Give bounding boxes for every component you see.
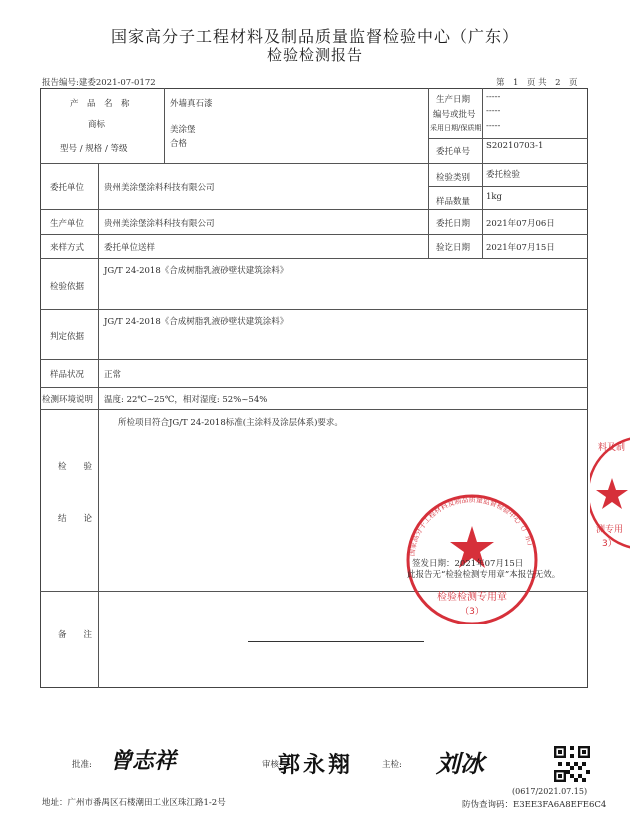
row-divider: [40, 359, 588, 360]
brand-value: 美涂堡: [170, 125, 196, 135]
env-value: 温度: 22℃~25℃，相对湿度: 52%~54%: [104, 395, 268, 405]
delivery-label: 来样方式: [50, 243, 85, 253]
test-type-value: 委托检验: [486, 170, 521, 180]
client-value: 贵州美涂堡涂料科技有限公司: [104, 183, 215, 193]
conclusion-text: 所检项目符合JG/T 24-2018标准(主涂料及涂层体系)要求。: [118, 418, 343, 428]
sample-state-label: 样品状况: [50, 370, 85, 380]
col-divider: [164, 88, 165, 163]
conclusion-label: 结 论: [58, 514, 93, 524]
row-divider: [428, 186, 588, 187]
env-label: 检测环境说明: [42, 395, 94, 405]
row-divider: [40, 409, 588, 410]
report-subtitle: 检验检测报告: [266, 46, 363, 64]
report-title: 国家高分子工程材料及制品质量监督检验中心（广东）: [110, 27, 519, 46]
main-label: 主检:: [382, 760, 402, 770]
model-value: 合格: [170, 139, 188, 149]
svg-text:检验检测专用章: 检验检测专用章: [437, 592, 507, 603]
sample-state-value: 正常: [104, 370, 122, 380]
row-divider: [40, 163, 588, 164]
svg-text:3）: 3）: [602, 539, 617, 549]
producer-value: 贵州美涂堡涂料科技有限公司: [104, 219, 215, 229]
basis-label: 检验依据: [50, 282, 85, 292]
producer-label: 生产单位: [50, 219, 85, 229]
partial-seal: [590, 432, 630, 554]
official-seal: [398, 488, 546, 624]
serial-label: 编号或批号: [433, 110, 476, 120]
test-type-label: 检验类别: [436, 173, 471, 183]
sample-qty-label: 样品数量: [436, 197, 471, 207]
antifake-code: 防伪查询码：E3EE3FA6A8EFE6C4: [462, 800, 607, 810]
remarks-label: 备 注: [58, 630, 93, 640]
main-signature: 刘冰: [436, 749, 484, 778]
judge-label: 判定依据: [50, 332, 85, 342]
review-label: 审核:: [262, 760, 282, 770]
order-date-label: 委托日期: [436, 219, 471, 229]
col-divider: [98, 591, 99, 688]
production-date-value: -----: [486, 92, 501, 102]
review-signature: 郭永翔: [278, 752, 354, 778]
sample-qty-value: 1kg: [486, 192, 502, 202]
row-divider: [428, 138, 588, 139]
basis-value: JG/T 24-2018《合成树脂乳液砂壁状建筑涂料》: [104, 266, 289, 276]
footer-version: (0617/2021.07.15): [512, 787, 588, 796]
product-name-label: 产 品 名 称: [70, 99, 130, 109]
row-divider: [40, 387, 588, 388]
order-no-value: S20210703-1: [486, 141, 544, 151]
product-name-value: 外墙真石漆: [170, 99, 213, 109]
shelf-label: 采用日期/保质期: [430, 124, 482, 132]
svg-text:国家高分子工程材料及制品质量监督检验中心（广东）: 国家高分子工程材料及制品质量监督检验中心（广东）: [408, 495, 536, 557]
svg-text:测专用: 测专用: [596, 525, 624, 535]
approve-label: 批准:: [72, 760, 92, 770]
svg-text:料及制: 料及制: [598, 443, 626, 453]
col-divider: [98, 163, 99, 591]
sign-date-label: 验讫日期: [436, 243, 471, 253]
report-number: 报告编号:建委2021-07-0172: [42, 78, 156, 88]
brand-label: 商标: [88, 120, 106, 130]
stamp-note: 此报告无“检验检测专用章”本报告无效。: [407, 570, 561, 580]
svg-text:（3）: （3）: [460, 607, 484, 617]
order-date-value: 2021年07月06日: [486, 219, 555, 229]
order-no-label: 委托单号: [436, 147, 471, 157]
row-divider: [40, 234, 588, 235]
check-label: 检 验: [58, 462, 93, 472]
page-indicator: 第 1 页 共 2 页: [496, 78, 578, 88]
client-label: 委托单位: [50, 183, 85, 193]
shelf-value: -----: [486, 121, 501, 131]
production-date-label: 生产日期: [436, 95, 471, 105]
serial-value: -----: [486, 106, 501, 116]
row-divider: [40, 209, 588, 210]
row-divider: [40, 309, 588, 310]
issue-date: 签发日期：2021年07月15日: [412, 559, 524, 569]
row-divider: [40, 258, 588, 259]
col-divider: [482, 88, 483, 258]
approve-signature: 曾志祥: [110, 748, 177, 774]
model-label: 型号 / 规格 / 等级: [60, 144, 128, 154]
remarks-line: [248, 641, 424, 642]
footer-address: 地址：广州市番禺区石楼潮田工业区珠江路1-2号: [42, 798, 226, 808]
judge-value: JG/T 24-2018《合成树脂乳液砂壁状建筑涂料》: [104, 317, 289, 327]
col-divider: [428, 88, 429, 258]
sign-date-value: 2021年07月15日: [486, 243, 555, 253]
qr-code-icon: [554, 746, 590, 782]
delivery-value: 委托单位送样: [104, 243, 156, 253]
